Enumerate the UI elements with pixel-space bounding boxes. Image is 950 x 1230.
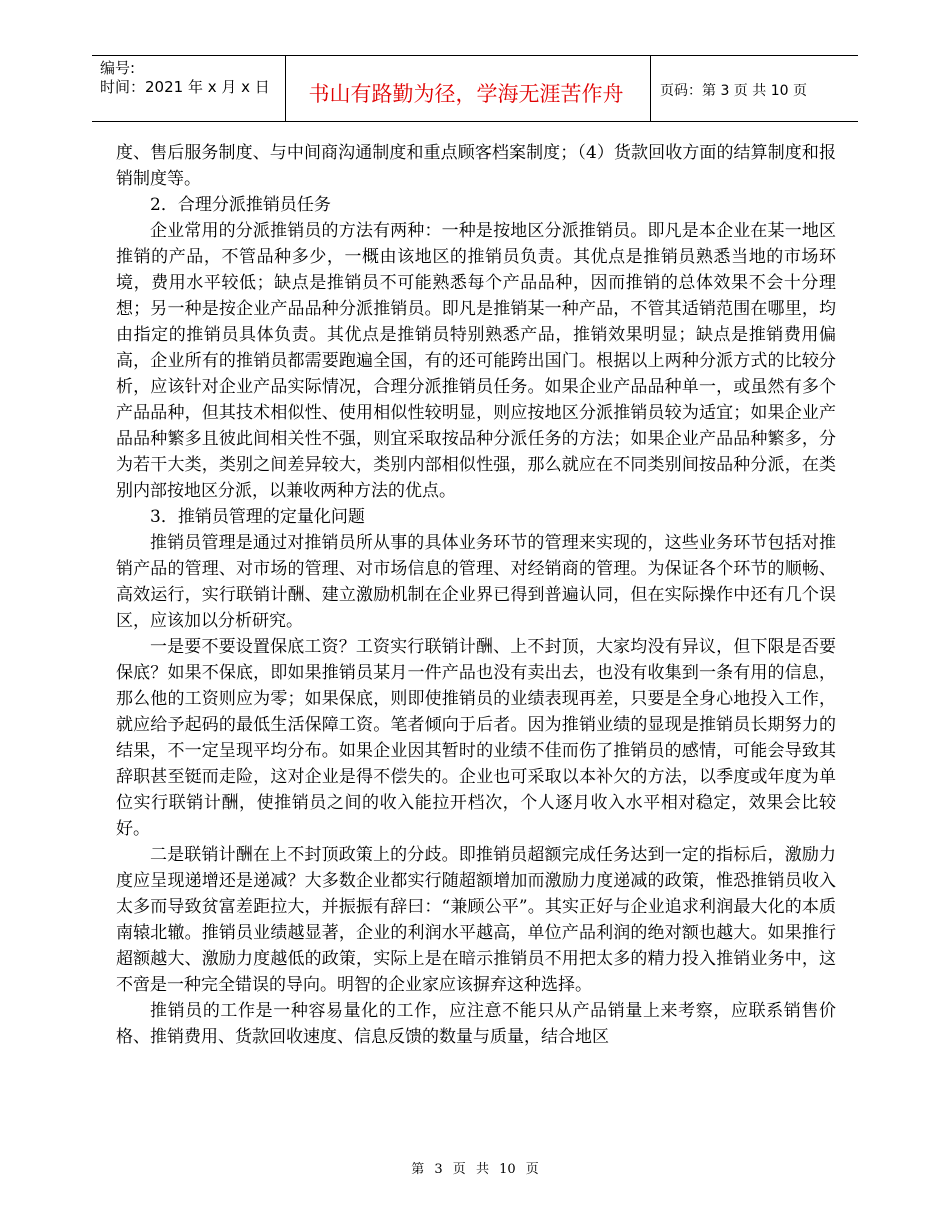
footer-gong: 共 bbox=[475, 1162, 489, 1177]
paragraph: 二是联销计酬在上不封顶政策上的分歧。即推销员超额完成任务达到一定的指标后，激励力度应呈现递增还是递减？大多数企业都实行随超额增加而激励力度递减的政策，惟恐推销员收入太多而导致贫富差距拉大，并振振有辞曰：“兼顾公平”。其实正好与企业追求利润最大化的本质南辕北辙。推销员业绩越显著，企业的利润水平越高，单位产品利润的绝对额也越大。如果推行超额越大、激励力度越低的政策，实际上是在暗示推销员不用把太多的精力投入推销业务中，这不啻是一种完全错误的导向。明智的企业家应该摒弃这种选择。 bbox=[116, 845, 836, 995]
header-separator bbox=[650, 55, 651, 121]
header-meta bbox=[100, 59, 270, 97]
section-heading: 2．合理分派推销员任务 bbox=[150, 195, 331, 215]
paragraph: 度、售后服务制度、与中间商沟通制度和重点顾客档案制度；（4）货款回收方面的结算制度和报销制度等。 bbox=[116, 143, 836, 189]
serial-label: 编号: bbox=[100, 59, 136, 77]
header-motto: 书山有路勤为径，学海无涯苦作舟 bbox=[308, 82, 624, 106]
footer-ye: 页 bbox=[525, 1162, 539, 1177]
section-heading: 3．推销员管理的定量化问题 bbox=[150, 507, 365, 527]
paragraph: 推销员的工作是一种容易量化的工作，应注意不能只从产品销量上来考察，应联系销售价格、推销费用、货款回收速度、信息反馈的数量与质量，结合地区 bbox=[116, 1001, 836, 1047]
footer-page-number: 3 bbox=[434, 1162, 443, 1177]
footer-ye: 页 bbox=[452, 1162, 466, 1177]
header-bottom-rule bbox=[92, 121, 858, 122]
page-footer bbox=[0, 1158, 950, 1177]
time-label: 时间：2021 年 x 月 x 日 bbox=[100, 78, 270, 96]
document-body bbox=[116, 140, 836, 1050]
footer-di: 第 bbox=[411, 1162, 425, 1177]
header-page-label: 页码：第 3 页 共 10 页 bbox=[660, 83, 807, 99]
paragraph: 推销员管理是通过对推销员所从事的具体业务环节的管理来实现的，这些业务环节包括对推销产品的管理、对市场的管理、对市场信息的管理、对经销商的管理。为保证各个环节的顺畅、高效运行，实行联销计酬、建立激励机制在企业界已得到普遍认同，但在实际操作中还有几个误区，应该加以分析研究。 bbox=[116, 533, 836, 631]
paragraph: 一是要不要设置保底工资？工资实行联销计酬、上不封顶，大家均没有异议，但下限是否要保底？如果不保底，即如果推销员某月一件产品也没有卖出去，也没有收集到一条有用的信息，那么他的工资则应为零；如果保底，则即使推销员的业绩表现再差，只要是全身心地投入工作，就应给予起码的最低生活保障工资。笔者倾向于后者。因为推销业绩的显现是推销员长期努力的结果，不一定呈现平均分布。如果企业因其暂时的业绩不佳而伤了推销员的感情，可能会导致其辞职甚至铤而走险，这对企业是得不偿失的。企业也可采取以本补欠的方法，以季度或年度为单位实行联销计酬，使推销员之间的收入能拉开档次，个人逐月收入水平相对稳定，效果会比较好。 bbox=[116, 637, 836, 839]
paragraph: 企业常用的分派推销员的方法有两种：一种是按地区分派推销员。即凡是本企业在某一地区推销的产品，不管品种多少，一概由该地区的推销员负责。其优点是推销员熟悉当地的市场环境，费用水平较低；缺点是推销员不可能熟悉每个产品品种，因而推销的总体效果不会十分理想；另一种是按企业产品品种分派推销员。即凡是推销某一种产品，不管其适销范围在哪里，均由指定的推销员具体负责。其优点是推销员特别熟悉产品，推销效果明显；缺点是推销费用偏高，企业所有的推销员都需要跑遍全国，有的还可能跨出国门。根据以上两种分派方式的比较分析，应该针对企业产品实际情况，合理分派推销员任务。如果企业产品品种单一，或虽然有多个产品品种，但其技术相似性、使用相似性较明显，则应按地区分派推销员较为适宜；如果企业产品品种繁多且彼此间相关性不强，则宜采取按品种分派任务的方法；如果企业产品品种繁多，分为若干大类，类别之间差异较大，类别内部相似性强，那么就应在不同类别间按品种分派，在类别内部按地区分派，以兼收两种方法的优点。 bbox=[116, 221, 836, 501]
footer-total-pages: 10 bbox=[499, 1162, 516, 1177]
header-top-rule bbox=[92, 55, 858, 56]
